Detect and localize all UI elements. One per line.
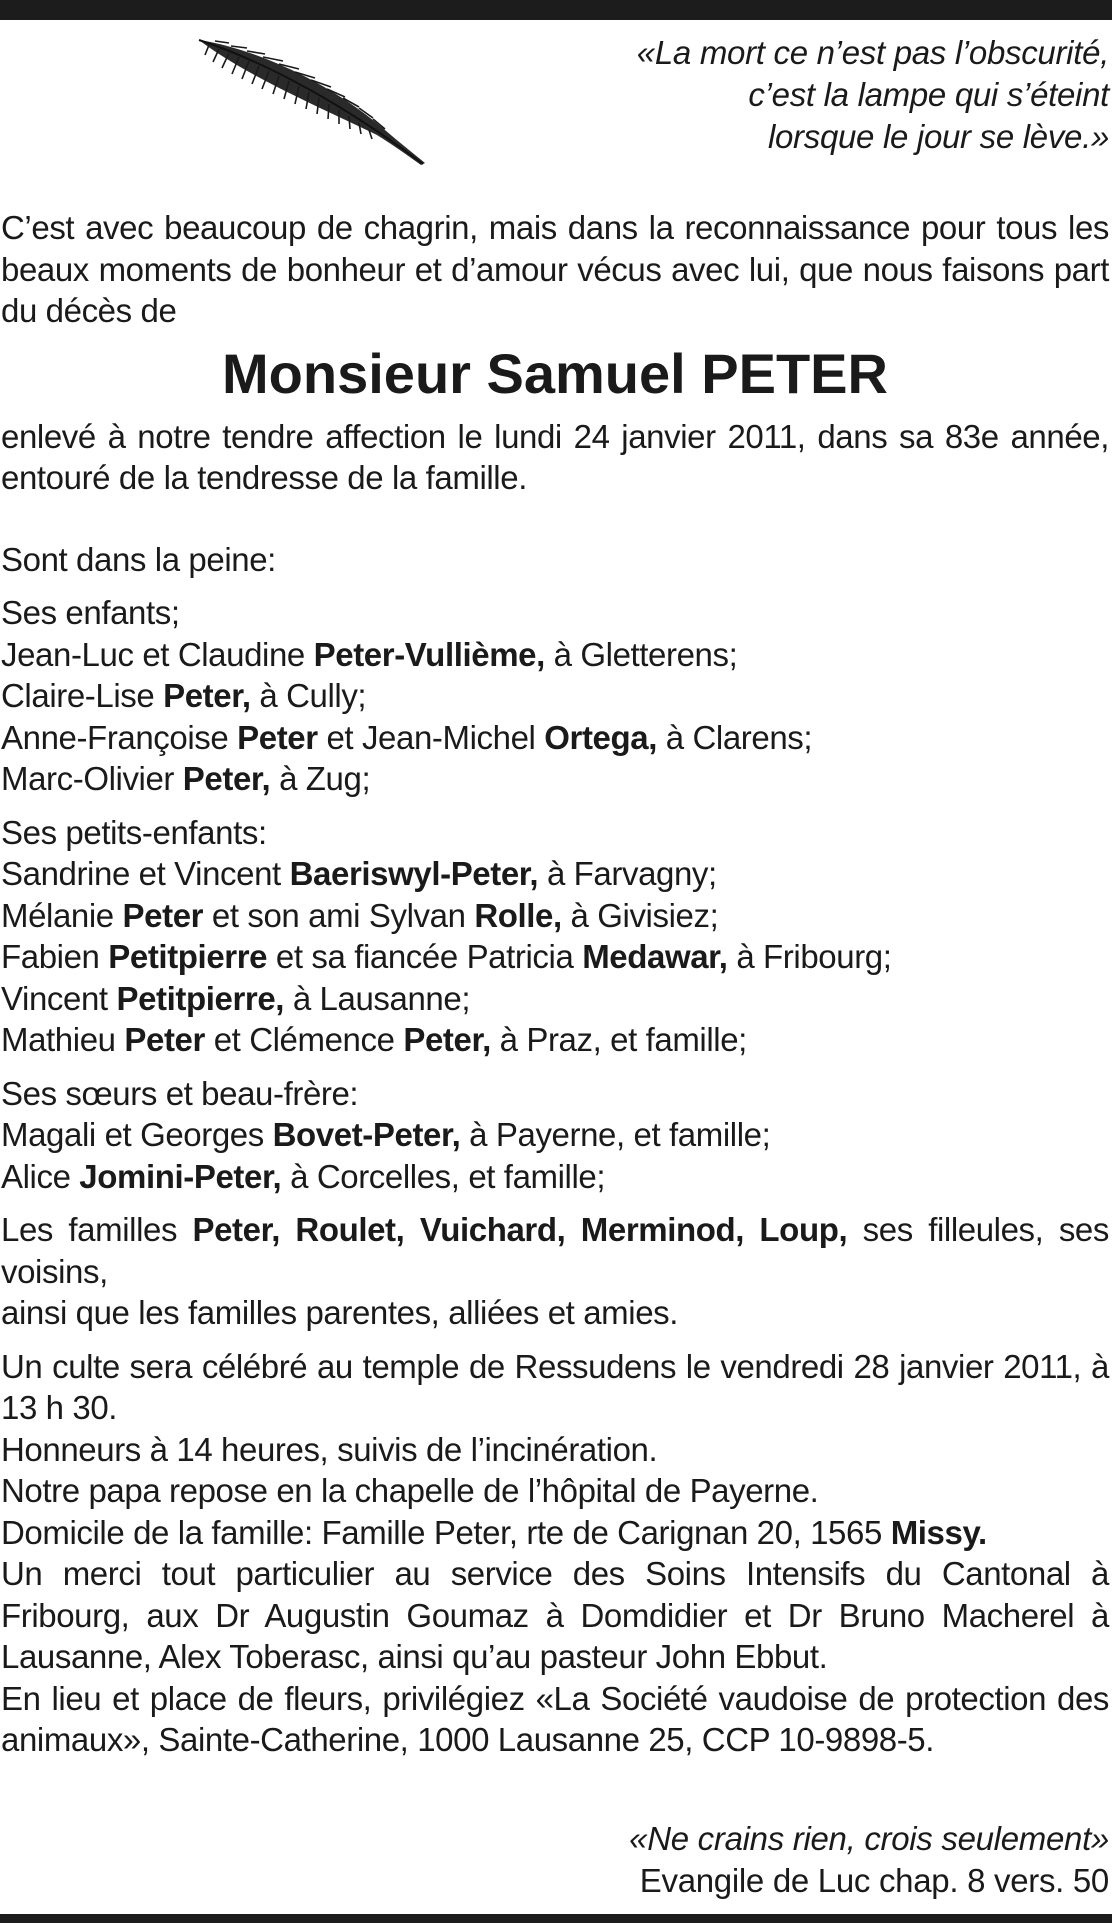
epigraph-line: «La mort ce n’est pas l’obscurité, [636, 34, 1109, 71]
bottom-rule [0, 1914, 1112, 1923]
list-item: Magali et Georges Bovet-Peter, à Payerne, et famille; [1, 1116, 771, 1153]
closing-reference: Evangile de Luc chap. 8 vers. 50 [639, 1862, 1109, 1899]
section-heading: Ses sœurs et beau-frère: [1, 1074, 359, 1112]
list-item: Mathieu Peter et Clémence Peter, à Praz, et famille; [1, 1021, 747, 1058]
rest-info: Notre papa repose en la chapelle de l’hôpital de Payerne. [1, 1472, 819, 1509]
ceremony-info: Un culte sera célébré au temple de Ressudens le vendredi 28 janvier 2011, à 13 h 30. [1, 1347, 1109, 1426]
list-item: Anne-Françoise Peter et Jean-Michel Ortega, à Clarens; [1, 718, 813, 756]
epigraph-line: c’est la lampe qui s’éteint [748, 76, 1109, 113]
families-paragraph: Les familles Peter, Roulet, Vuichard, Merminod, Loup, ses filleules, ses voisins, [1, 1211, 1109, 1290]
section-heading: Ses enfants; [1, 594, 180, 631]
list-item: Jean-Luc et Claudine Peter-Vullième, à Gletterens; [1, 635, 738, 673]
families-section [1, 1209, 1109, 1334]
epigraph-line: lorsque le jour se lève.» [767, 118, 1109, 155]
domicile-info: Domicile de la famille: Famille Peter, rte de Carignan 20, 1565 Missy. [1, 1513, 987, 1551]
list-item: Marc-Olivier Peter, à Zug; [1, 760, 371, 797]
deceased-name: Monsieur Samuel PETER [222, 341, 888, 405]
top-rule [0, 0, 1112, 20]
intro-paragraph: C’est avec beaucoup de chagrin, mais dans la reconnaissance pour tous les beaux moments de bonheur et d’amour vécus avec lui, que nous faisons part du décès de [1, 209, 1109, 329]
mourners-heading: Sont dans la peine: [1, 540, 276, 578]
list-item: Claire-Lise Peter, à Cully; [1, 677, 367, 714]
donations-paragraph: En lieu et place de fleurs, privilégiez «La Société vaudoise de protection des animaux», Sainte-Catherine, 1000 Lausanne 25, CCP 10-9898-5. [1, 1679, 1109, 1758]
feather-icon [195, 35, 430, 170]
section-heading: Ses petits-enfants: [1, 813, 267, 851]
closing-verse [629, 1818, 1109, 1902]
grandchildren-section [1, 812, 1109, 1061]
death-notice: enlevé à notre tendre affection le lundi 24 janvier 2011, dans sa 83e année, entouré de la tendresse de la famille. [1, 417, 1109, 496]
notice-body [1, 207, 1109, 1761]
list-item: Alice Jomini-Peter, à Corcelles, et famille; [1, 1157, 606, 1195]
children-section [1, 592, 1109, 800]
siblings-section [1, 1073, 1109, 1198]
closing-quote: «Ne crains rien, crois seulement» [629, 1820, 1109, 1857]
list-item: Sandrine et Vincent Baeriswyl-Peter, à Farvagny; [1, 855, 717, 892]
epigraph [469, 32, 1109, 158]
list-item: Mélanie Peter et son ami Sylvan Rolle, à Givisiez; [1, 896, 719, 934]
families-paragraph-end: ainsi que les familles parentes, alliées et amies. [1, 1294, 679, 1331]
service-section [1, 1346, 1109, 1761]
list-item: Vincent Petitpierre, à Lausanne; [1, 979, 471, 1017]
honours-info: Honneurs à 14 heures, suivis de l’incinération. [1, 1430, 658, 1468]
list-item: Fabien Petitpierre et sa fiancée Patricia Medawar, à Fribourg; [1, 938, 892, 975]
thanks-paragraph: Un merci tout particulier au service des Soins Intensifs du Cantonal à Fribourg, aux Dr Augustin Goumaz à Domdidier et Dr Bruno Macherel à Lausanne, Alex Toberasc, ainsi qu’au pasteur John Ebbut. [1, 1555, 1109, 1675]
